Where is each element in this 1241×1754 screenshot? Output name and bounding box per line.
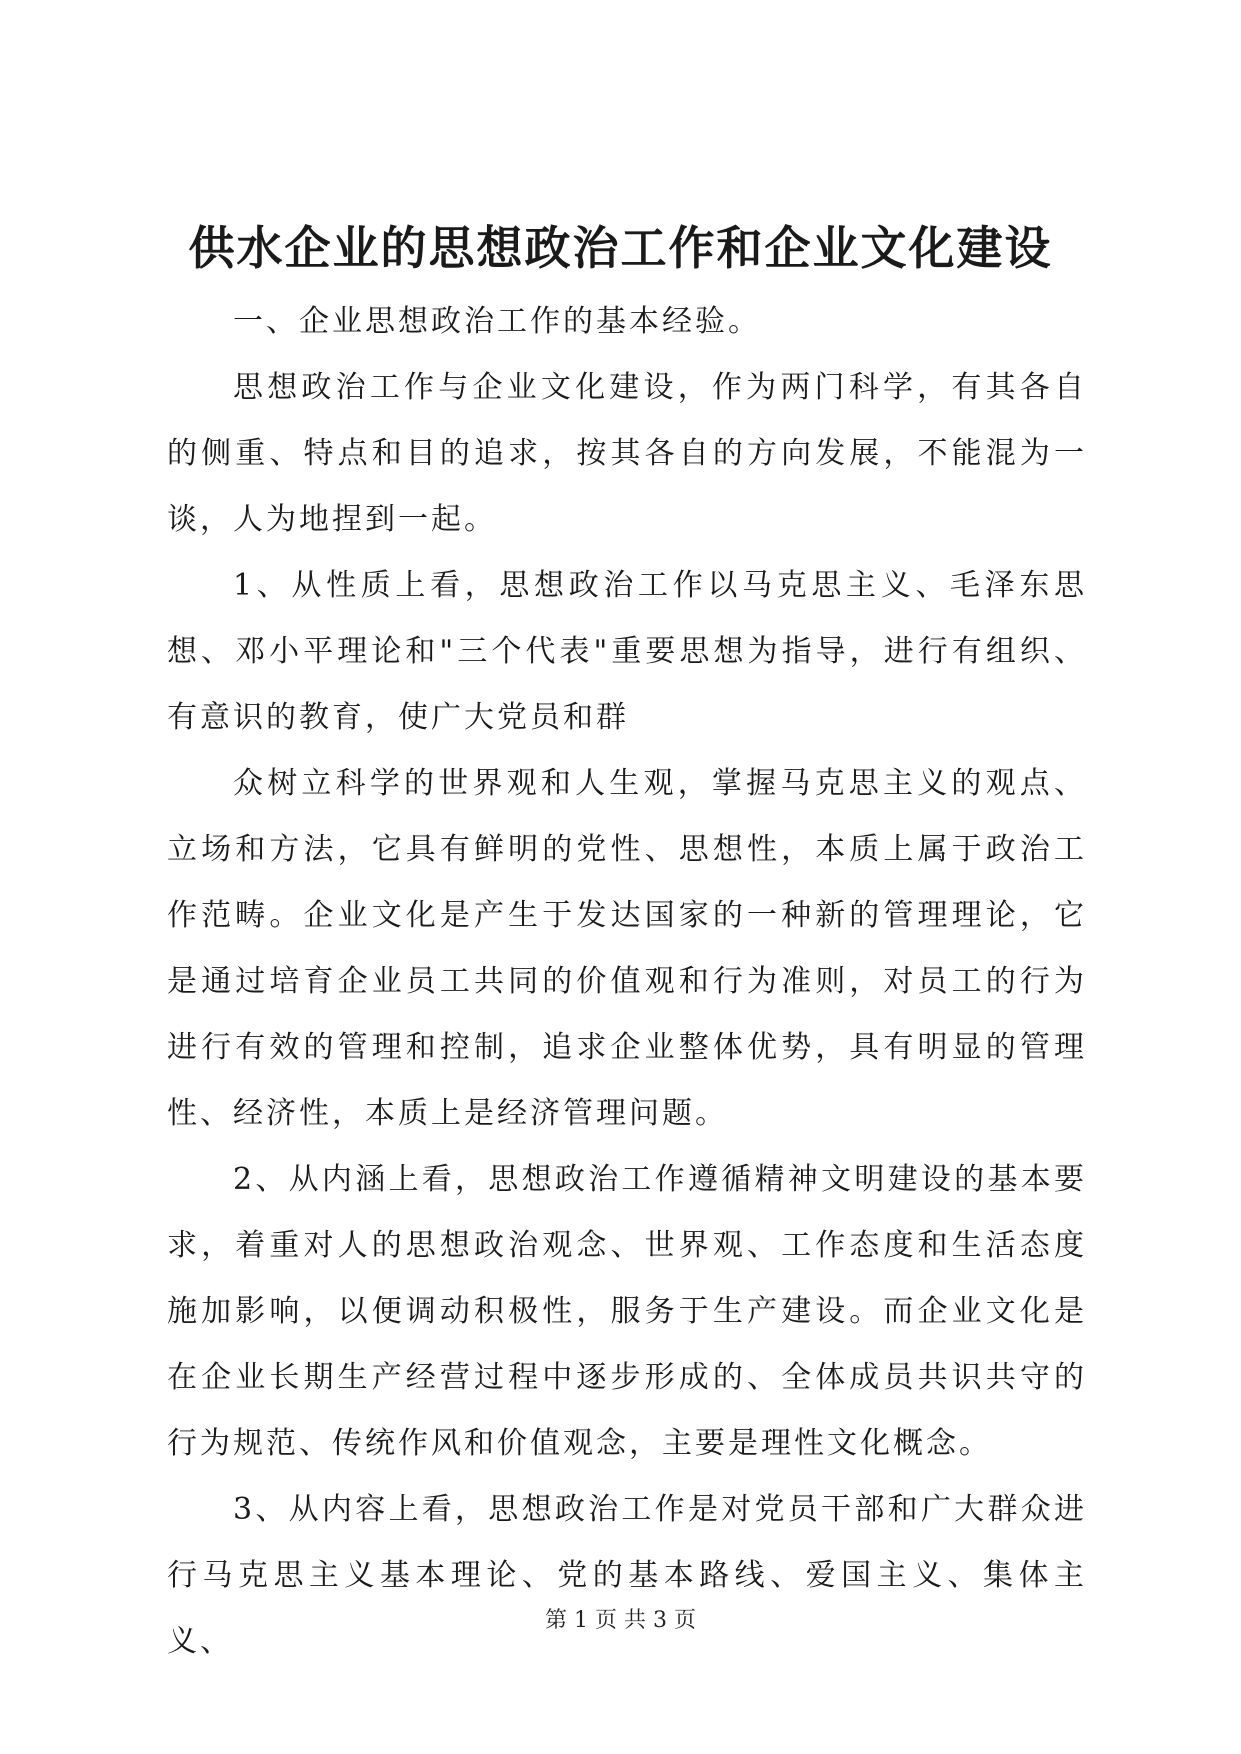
paragraph: 思想政治工作与企业文化建设，作为两门科学，有其各自的侧重、特点和目的追求，按其各自的方向发展，不能混为一谈，人为地捏到一起。 [167, 370, 1087, 537]
paragraph: 3、从内容上看，思想政治工作是对党员干部和广大群众进行马克思主义基本理论、党的基本路线、爱国主义、集体主义、 [167, 1492, 1087, 1659]
document-body [167, 289, 1087, 1675]
paragraph: 2、从内涵上看，思想政治工作遵循精神文明建设的基本要求，着重对人的思想政治观念、世界观、工作态度和生活态度施加影响，以便调动积极性，服务于生产建设。而企业文化是在企业长期生产经营过程中逐步形成的、全体成员共识共守的行为规范、传统作风和价值观念，主要是理性文化概念。 [167, 1162, 1087, 1461]
page-footer: 第 1 页 共 3 页 [545, 1608, 696, 1633]
paragraph: 1、从性质上看，思想政治工作以马克思主义、毛泽东思想、邓小平理论和"三个代表"重要思想为指导，进行有组织、有意识的教育，使广大党员和群 [167, 568, 1087, 735]
document-title: 供水企业的思想政治工作和企业文化建设 [188, 221, 1053, 275]
paragraph: 众树立科学的世界观和人生观，掌握马克思主义的观点、立场和方法，它具有鲜明的党性、思想性，本质上属于政治工作范畴。企业文化是产生于发达国家的一种新的管理理论，它是通过培育企业员工共同的价值观和行为准则，对员工的行为进行有效的管理和控制，追求企业整体优势，具有明显的管理性、经济性，本质上是经济管理问题。 [167, 766, 1087, 1131]
paragraph: 一、企业思想政治工作的基本经验。 [233, 304, 761, 339]
